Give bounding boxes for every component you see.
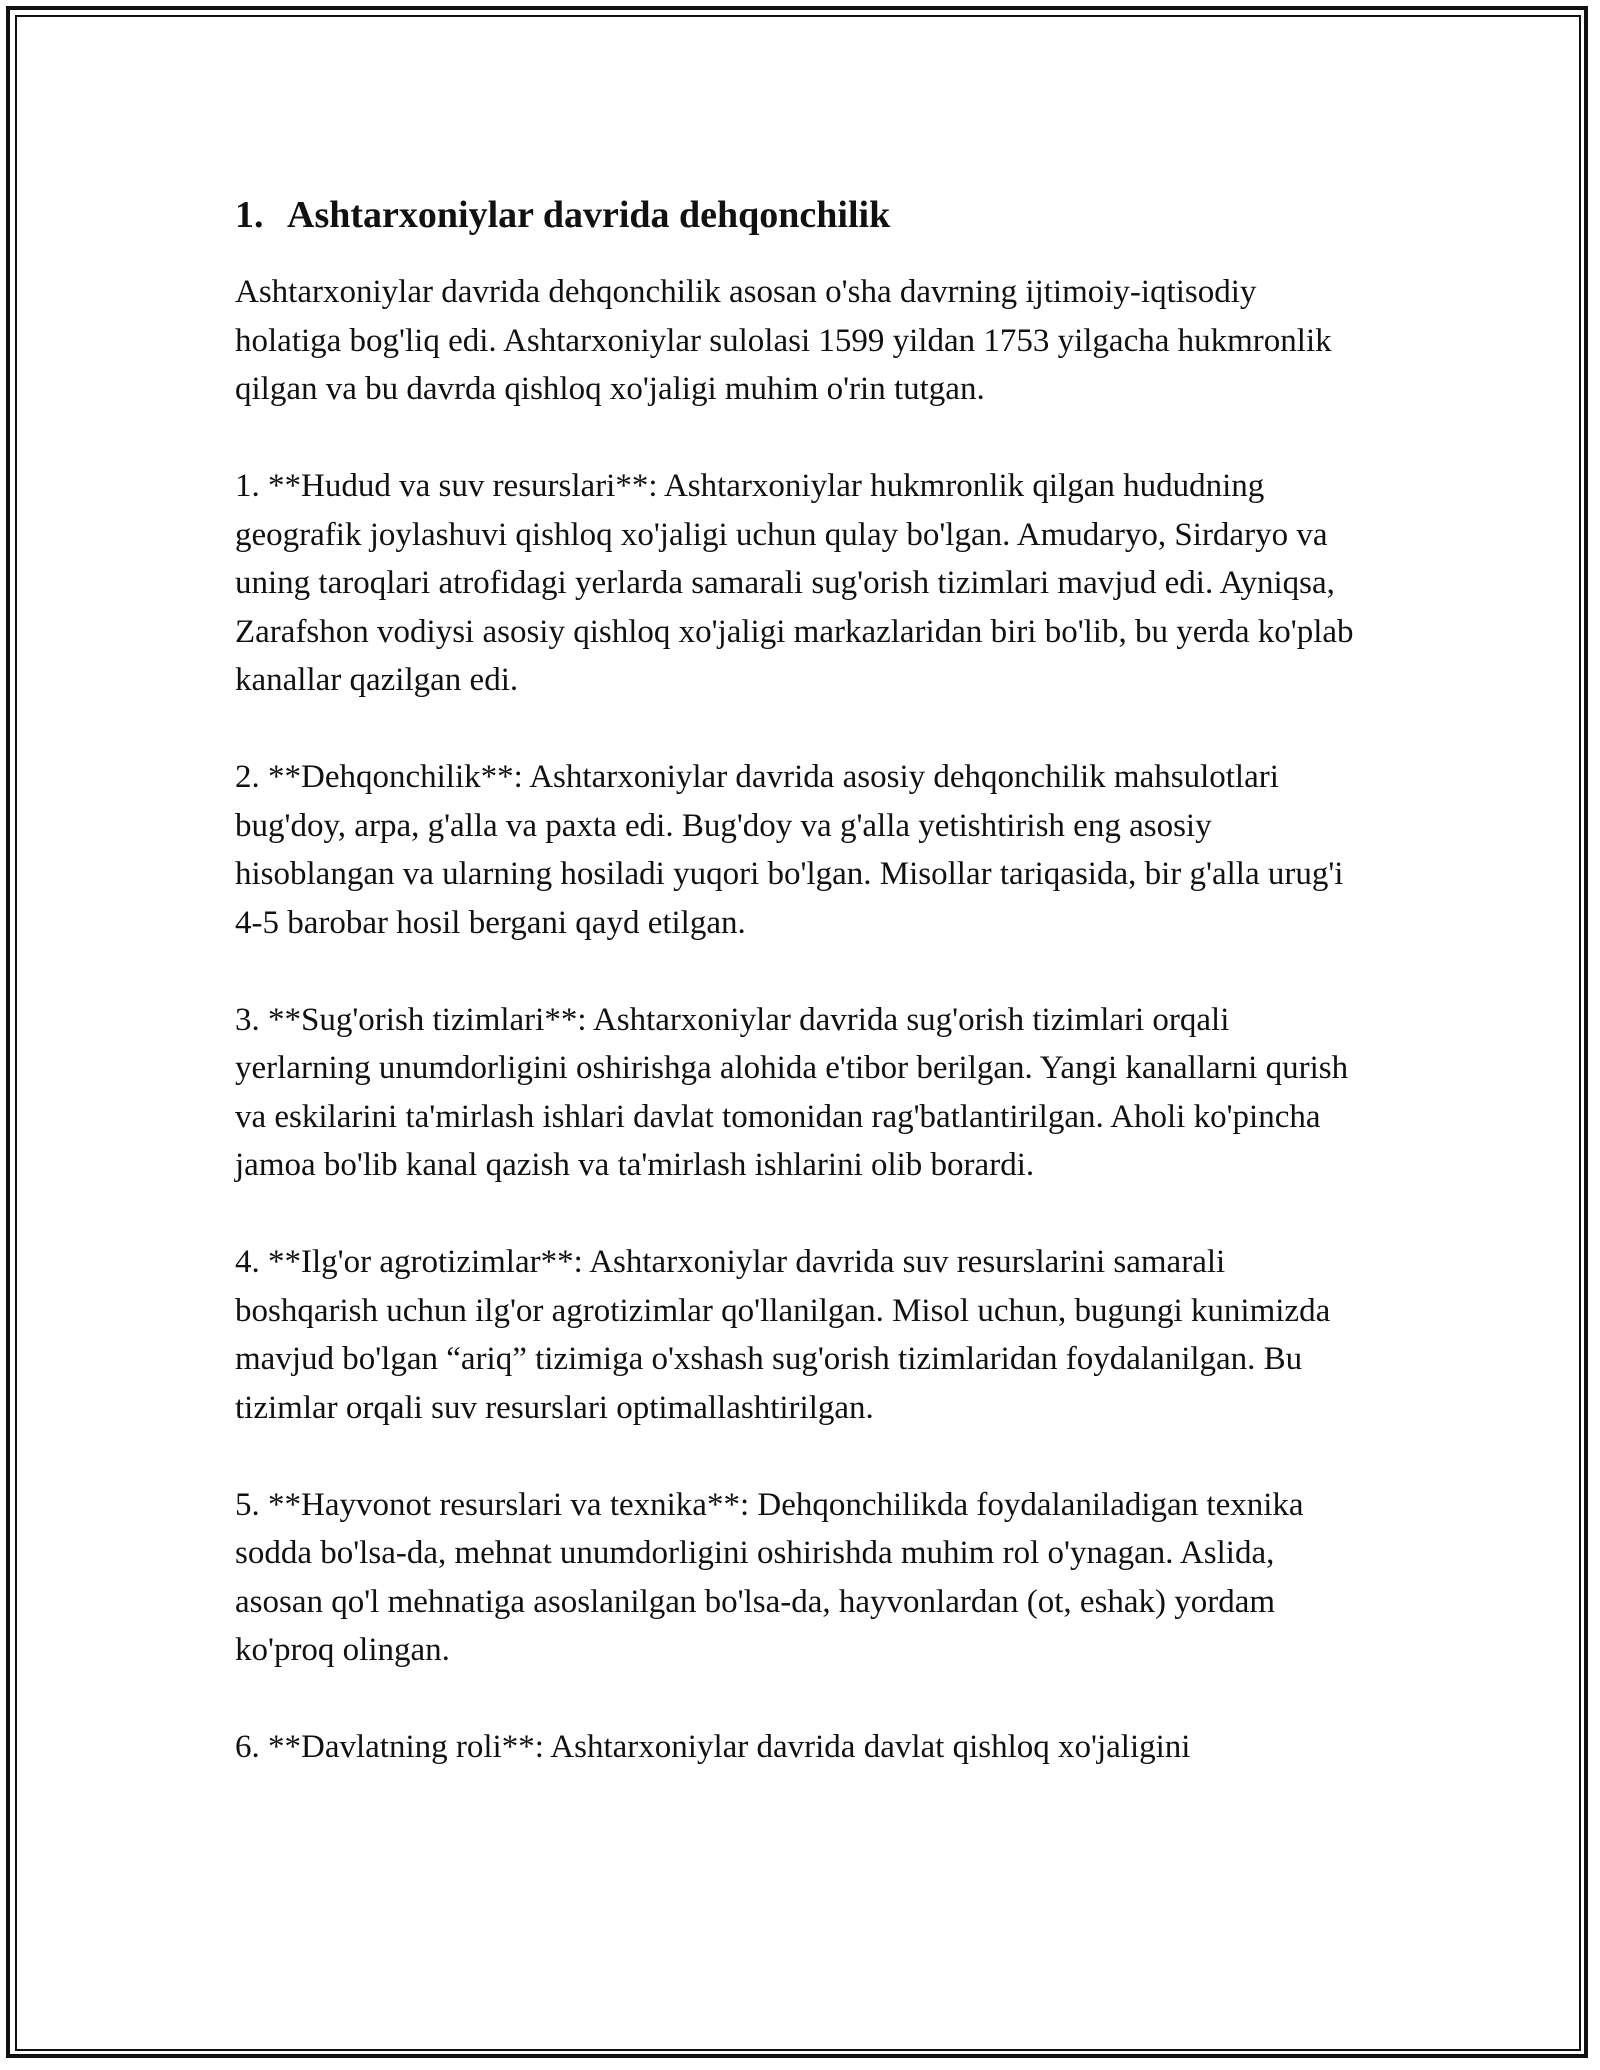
document-body	[235, 180, 1365, 1820]
paragraph-item-2: 2. **Dehqonchilik**: Ashtarxoniylar davrida asosiy dehqonchilik mahsulotlari bug'doy, arpa, g'alla va paxta edi. Bug'doy va g'alla yetishtirish eng asosiy hisoblangan va ularning hosiladi yuqori bo'lgan. Misollar tariqasida, bir g'alla urug'i 4-5 barobar hosil bergani qayd etilgan.	[235, 759, 1344, 941]
paragraph-item-5: 5. **Hayvonot resurslari va texnika**: Dehqonchilikda foydalaniladigan texnika sodda bo'lsa-da, mehnat unumdorligini oshirishda muhim rol o'ynagan. Aslida, asosan qo'l mehnatiga asoslanilgan bo'lsa-da, hayvonlardan (ot, eshak) yordam ko'proq olingan.	[235, 1486, 1304, 1668]
section-title: Ashtarxoniylar davrida dehqonchilik	[287, 194, 891, 236]
paragraph-item-1: 1. **Hudud va suv resurslari**: Ashtarxoniylar hukmronlik qilgan hududning geografik joylashuvi qishloq xo'jaligi uchun qulay bo'lgan. Amudaryo, Sirdaryo va uning taroqlari atrofidagi yerlarda samarali sug'orish tizimlari mavjud edi. Ayniqsa, Zarafshon vodiysi asosiy qishloq xo'jaligi markazlaridan biri bo'lib, bu yerda ko'plab kanallar qazilgan edi.	[235, 468, 1354, 698]
section-number: 1.	[235, 194, 264, 236]
paragraph-item-4: 4. **Ilg'or agrotizimlar**: Ashtarxoniylar davrida suv resurslarini samarali boshqarish uchun ilg'or agrotizimlar qo'llanilgan. Misol uchun, bugungi kunimizda mavjud bo'lgan “ariq” tizimiga o'xshash sug'orish tizimlaridan foydalanilgan. Bu tizimlar orqali suv resurslari optimallashtirilgan.	[235, 1244, 1331, 1426]
paragraph-item-6: 6. **Davlatning roli**: Ashtarxoniylar davrida davlat qishloq xo'jaligini	[235, 1729, 1191, 1765]
intro-paragraph: Ashtarxoniylar davrida dehqonchilik asosan o'sha davrning ijtimoiy-iqtisodiy holatiga bog'liq edi. Ashtarxoniylar sulolasi 1599 yildan 1753 yilgacha hukmronlik qilgan va bu davrda qishloq xo'jaligi muhim o'rin tutgan.	[235, 274, 1332, 407]
paragraph-item-3: 3. **Sug'orish tizimlari**: Ashtarxoniylar davrida sug'orish tizimlari orqali yerlarning unumdorligini oshirishga alohida e'tibor berilgan. Yangi kanallarni qurish va eskilarini ta'mirlash ishlari davlat tomonidan rag'batlantirilgan. Aholi ko'pincha jamoa bo'lib kanal qazish va ta'mirlash ishlarini olib borardi.	[235, 1001, 1349, 1183]
section-heading	[235, 190, 1365, 240]
